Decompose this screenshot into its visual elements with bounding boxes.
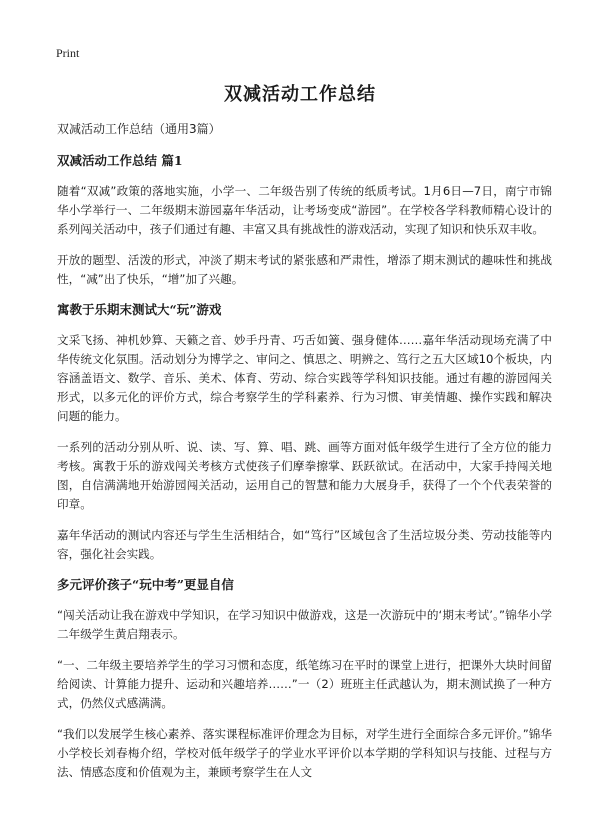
section-heading-2: 寓教于乐期末测试大“玩”游戏	[57, 302, 222, 317]
paragraph-5: 嘉年华活动的测试内容还与学生生活相结合，如“笃行”区域包含了生活垃圾分类、劳动技能等内容，强化社会实践。	[57, 528, 552, 561]
paragraph-4: 一系列的活动分别从听、说、读、写、算、唱、跳、画等方面对低年级学生进行了全方位的能力考核。寓教于乐的游戏闯关考核方式使孩子们摩拳擦掌、跃跃欲试。在活动中，大家手持闯关地图，自信满满地开始游园闯关活动，运用自己的智慧和能力大展身手，获得了一个个代表荣誉的印章。	[57, 440, 552, 511]
paragraph-7: “一、二年级主要培养学生的学习习惯和态度，纸笔练习在平时的课堂上进行，把课外大块时间留给阅读、计算能力提升、运动和兴趣培养……”一（2）班班主任武越认为，期末测试换了一种方式，仍然仪式感满满。	[57, 658, 552, 710]
paragraph-2: 开放的题型、活泼的形式，冲淡了期末考试的紧张感和严肃性，增添了期末测试的趣味性和挑战性，“减”出了快乐，“增”加了兴趣。	[57, 253, 552, 286]
paragraph-8: “我们以发展学生核心素养、落实课程标准评价理念为目标，对学生进行全面综合多元评价。”锦华小学校长刘春梅介绍，学校对低年级学子的学业水平评价以本学期的学科知识与技能、过程与方法、情感态度和价值观为主，兼顾考察学生在人文	[57, 727, 552, 779]
section-heading-3: 多元评价孩子“玩中考”更显自信	[57, 577, 234, 592]
paragraph-6: “闯关活动让我在游戏中学知识，在学习知识中做游戏，这是一次游玩中的‘期末考试’。”锦华小学二年级学生黄启翔表示。	[57, 608, 552, 641]
article-subtitle: 双减活动工作总结（通用3篇）	[57, 122, 221, 136]
page-title: 双减活动工作总结	[224, 84, 376, 105]
paragraph-3: 文采飞扬、神机妙算、天籁之音、妙手丹青、巧舌如簧、强身健体……嘉年华活动现场充满了中华传统文化氛围。活动划分为博学之、审问之、慎思之、明辨之、笃行之五大区域10个板块，内容涵盖语文、数学、音乐、美术、体育、劳动、综合实践等学科知识技能。通过有趣的游园闯关形式，以多元化的评价方式，综合考察学生的学科素养、行为习惯、审美情趣、操作实践和解决问题的能力。	[57, 333, 552, 423]
paragraph-1: 随着“双减”政策的落地实施，小学一、二年级告别了传统的纸质考试。1月6日—7日，南宁市锦华小学举行一、二年级期末游园嘉年华活动，让考场变成“游园”。在学校各学科教师精心设计的系列闯关活动中，孩子们通过有趣、丰富又具有挑战性的游戏活动，实现了知识和快乐双丰收。	[57, 184, 552, 236]
print-link[interactable]: Print	[56, 46, 80, 60]
article-body	[57, 120, 552, 794]
section-heading-1: 双减活动工作总结 篇1	[57, 153, 183, 168]
